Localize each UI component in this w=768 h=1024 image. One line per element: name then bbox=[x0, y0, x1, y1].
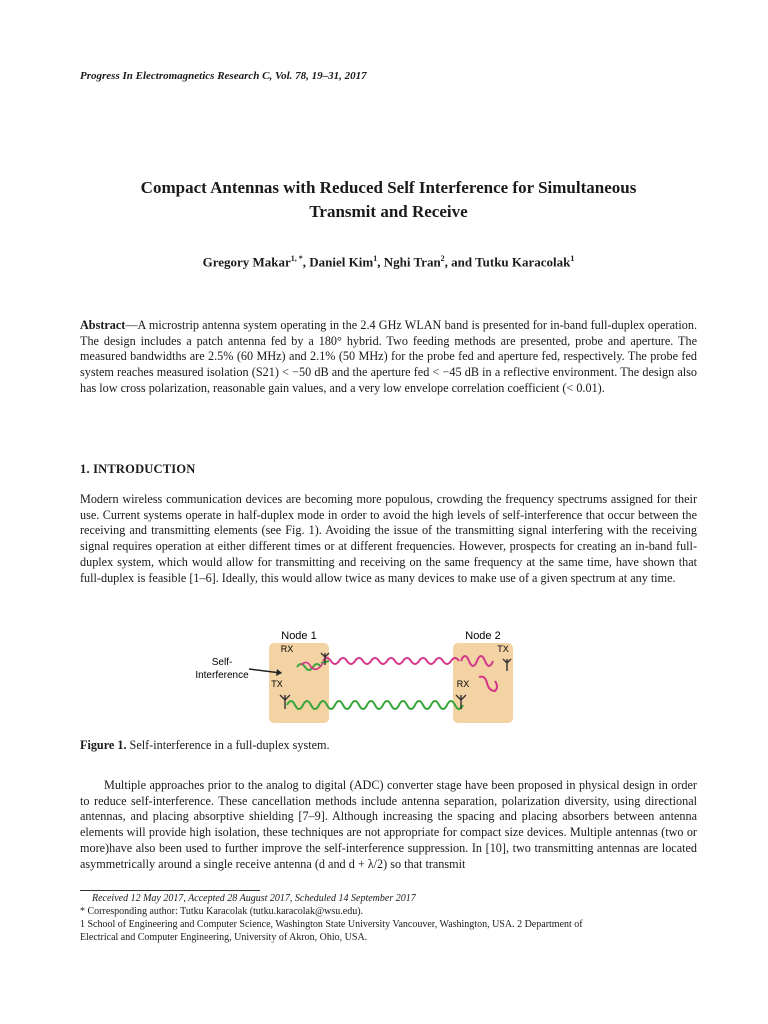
node-2-rx-label: RX bbox=[456, 679, 470, 689]
author-separator: , bbox=[377, 254, 384, 270]
received-dates: Received 12 May 2017, Accepted 28 August 2017, Scheduled 14 September 2017 bbox=[92, 893, 416, 904]
author-name: Daniel Kim bbox=[309, 254, 374, 270]
title-line-1: Compact Antennas with Reduced Self Interference for Simultaneous bbox=[140, 178, 637, 197]
section-heading: 1. INTRODUCTION bbox=[80, 462, 196, 476]
author-separator: , bbox=[302, 254, 310, 270]
figure-caption-label: Figure 1. bbox=[80, 738, 127, 752]
author-affiliation: 1 bbox=[570, 254, 575, 263]
abstract-text: —A microstrip antenna system operating in the 2.4 GHz WLAN band is presented for in-band full-duplex operation. The design includes a patch antenna fed by a 180° hybrid. Two feeding methods are presented, probe and aperture. The measured bandwidths are 2.5% (60 MHz) and 2.1% (50 MHz) for the probe fed and aperture fed, respectively. The probe fed system reaches measured isolation (S21) < −50 dB and the aperture fed < −45 dB in a reflective environment. The design also has low cross polarization, reasonable gain values, and a very low envelope correlation coefficient (< 0.01). bbox=[80, 318, 697, 395]
author-affiliation: 2 bbox=[440, 254, 445, 263]
journal-header: Progress In Electromagnetics Research C, Vol. 78, 19–31, 2017 bbox=[80, 70, 367, 82]
author-affiliation: 1 bbox=[373, 254, 378, 263]
affiliation-line-1: 1 School of Engineering and Computer Science, Washington State University Vancouver, Washington, USA. 2 Department of bbox=[80, 919, 583, 930]
node-2-label: Node 2 bbox=[465, 630, 501, 642]
figure-caption-text: Self-interference in a full-duplex system. bbox=[126, 738, 330, 752]
abstract-label: Abstract bbox=[80, 318, 126, 332]
author-list bbox=[80, 254, 697, 270]
title-line-2: Transmit and Receive bbox=[309, 202, 468, 221]
node-1-tx-label: TX bbox=[271, 679, 283, 689]
figure-caption bbox=[80, 738, 330, 753]
author-separator: , and bbox=[444, 254, 476, 270]
author-affiliation: 1, * bbox=[290, 254, 303, 263]
paper-page bbox=[80, 0, 697, 1024]
footnotes bbox=[80, 892, 697, 944]
intro-paragraph-2: Multiple approaches prior to the analog to digital (ADC) converter stage have been proposed in physical design in order to reduce self-interference. These cancellation methods include antenna separation, polarization diversity, using directional antennas, and placing absorptive shielding [7–9]. Although increasing the spacing and placing absorbers between antenna elements will provide high isolation, these techniques are not appropriate for compact size devices. Multiple antennas (two or more)have also been used to further improve the self-interference suppression. In [10], two transmitting antennas are located asymmetrically around a single receive antenna (d and d + λ/2) so that transmit bbox=[80, 778, 697, 871]
affiliation-line-2: Electrical and Computer Engineering, University of Akron, Ohio, USA. bbox=[80, 932, 368, 943]
intro-paragraph-1: Modern wireless communication devices are becoming more populous, crowding the frequency spectrums assigned for their use. Current systems operate in half-duplex mode in order to avoid the high levels of self-interference that occur between the receiving and transmitting elements (see Fig. 1). Avoiding the issue of the transmitting signal interfering with the receiving signal requires operation at either different times or at different frequencies. However, prospects for creating an in-band full-duplex system, which would allow for transmitting and receiving on the same frequency at the same time, have shown that full-duplex is feasible [1–6]. Ideally, this would allow twice as many devices to make use of a given spectrum at any time. bbox=[80, 492, 697, 585]
author-name: Gregory Makar bbox=[202, 254, 291, 270]
self-interference-label-line-2: Interference bbox=[195, 670, 249, 681]
self-interference-label-line-1: Self- bbox=[211, 657, 233, 668]
author-name: Tutku Karacolak bbox=[475, 254, 571, 270]
paper-title bbox=[80, 176, 697, 224]
figure-self-interference bbox=[195, 625, 529, 725]
abstract bbox=[80, 318, 697, 397]
node-1-rx-label: RX bbox=[280, 644, 294, 654]
magenta-signal-wave bbox=[323, 658, 459, 664]
corresponding-author: * Corresponding author: Tutku Karacolak (tutku.karacolak@wsu.edu). bbox=[80, 906, 364, 917]
author-name: Nghi Tran bbox=[383, 254, 441, 270]
footnote-rule bbox=[80, 890, 260, 891]
node-1-label: Node 1 bbox=[281, 630, 317, 642]
node-2-tx-label: TX bbox=[497, 644, 509, 654]
